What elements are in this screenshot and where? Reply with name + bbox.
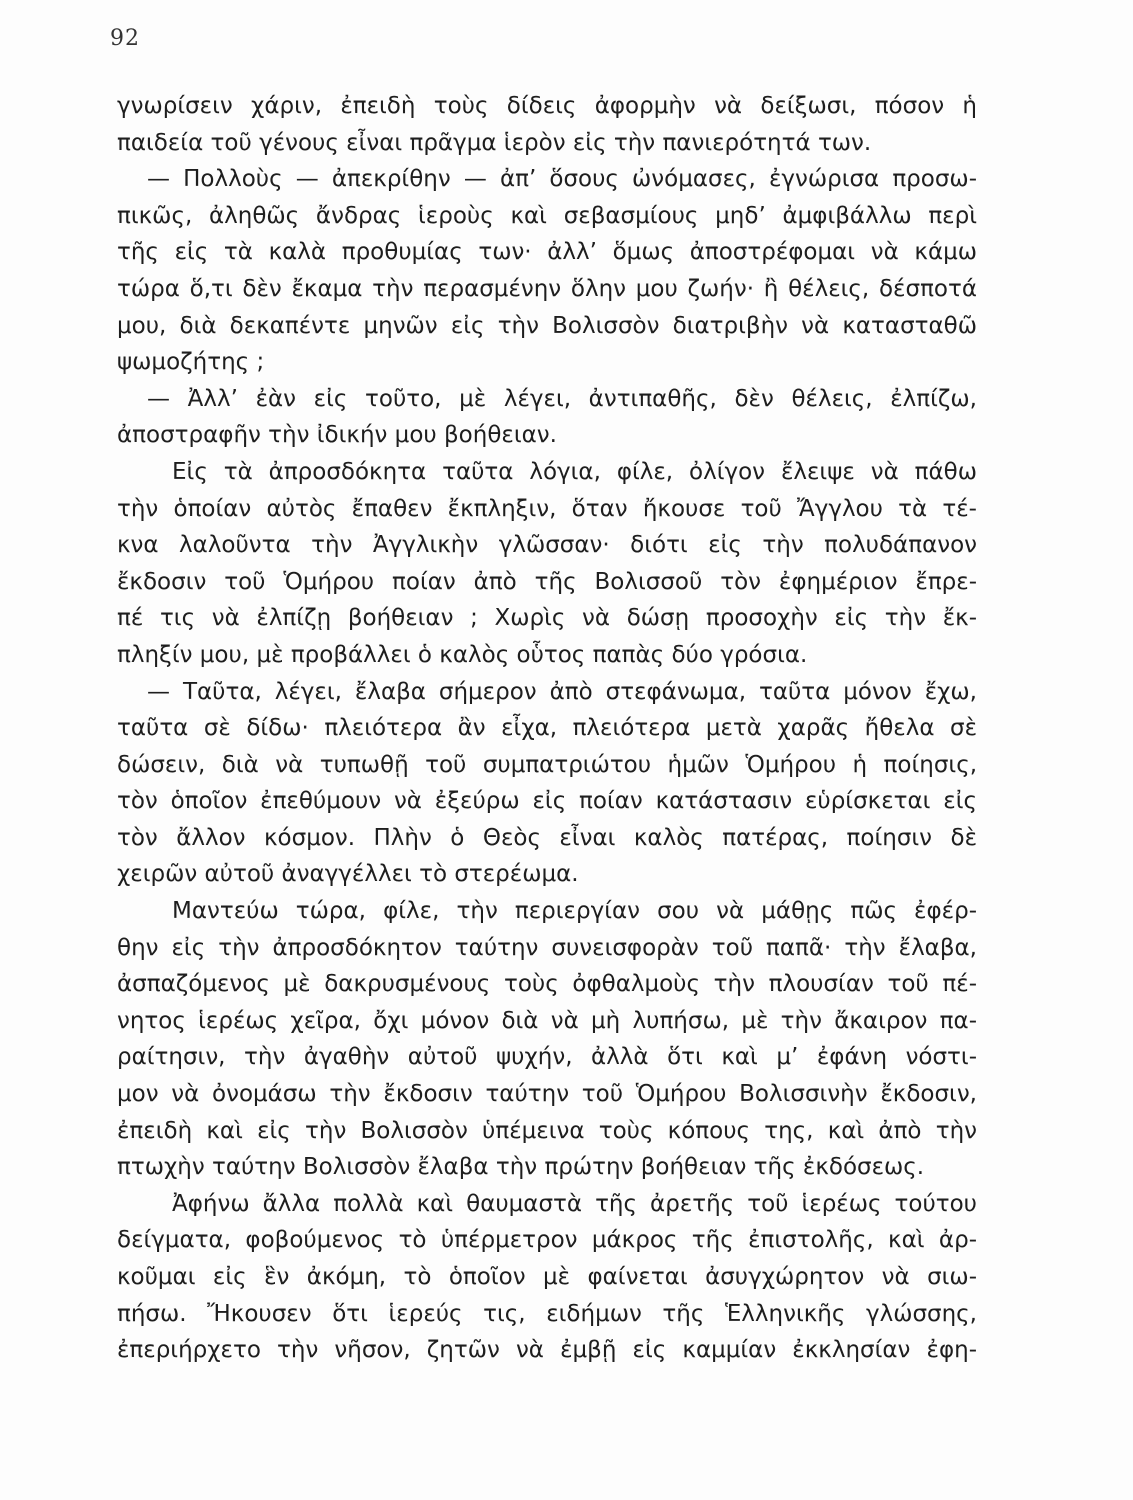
text-line: νητος ἱερέως χεῖρα, ὄχι μόνον διὰ νὰ μὴ λυπήσω, μὲ τὴν ἄκαιρον πα- [117, 1007, 977, 1034]
text-line: τὴν ὁποίαν αὐτὸς ἔπαθεν ἔκπληξιν, ὅταν ἤκουσε τοῦ Ἄγγλου τὰ τέ- [117, 495, 977, 522]
text-line: μον νὰ ὀνομάσω τὴν ἔκδοσιν ταύτην τοῦ Ὁμήρου Βολισσινὴν ἔκδοσιν, [117, 1081, 977, 1108]
text-line: Εἰς τὰ ἀπροσδόκητα ταῦτα λόγια, φίλε, ὀλίγον ἔλειψε νὰ πάθω [172, 458, 977, 485]
text-line: Μαντεύω τώρα, φίλε, τὴν περιεργίαν σου νὰ μάθῃς πῶς ἐφέρ- [172, 898, 977, 925]
text-line: κοῦμαι εἰς ἓν ἀκόμη, τὸ ὁποῖον μὲ φαίνεται ἀσυγχώρητον νὰ σιω- [117, 1264, 977, 1290]
text-line: πήσω. Ἤκουσεν ὅτι ἱερεύς τις, ειδήμων τῆς Ἑλληνικῆς γλώσσης, [117, 1300, 977, 1327]
text-line: δείγματα, φοβούμενος τὸ ὑπέρμετρον μάκρος τῆς ἐπιστολῆς, καὶ ἀρ- [117, 1227, 977, 1254]
text-line: παιδεία τοῦ γένους εἶναι πρᾶγμα ἱερὸν εἰς τὴν πανιερότητά των. [117, 129, 872, 156]
text-line: πικῶς, ἀληθῶς ἄνδρας ἱεροὺς καὶ σεβασμίους μηδ’ ἀμφιβάλλω περὶ [117, 202, 977, 229]
text-line: — Πολλοὺς — ἀπεκρίθην — ἀπ’ ὅσους ὠνόμασες, ἐγνώρισα προσω- [147, 166, 977, 193]
text-line: θην εἰς τὴν ἀπροσδόκητον ταύτην συνεισφορὰν τοῦ παπᾶ· τὴν ἔλαβα, [117, 934, 977, 961]
text-line: χειρῶν αὐτοῦ ἀναγγέλλει τὸ στερέωμα. [117, 861, 579, 888]
text-line: πτωχὴν ταύτην Βολισσὸν ἔλαβα τὴν πρώτην βοήθειαν τῆς ἐκδόσεως. [117, 1154, 925, 1181]
text-line: ἐπειδὴ καὶ εἰς τὴν Βολισσὸν ὑπέμεινα τοὺς κόπους της, καὶ ἀπὸ τὴν [117, 1117, 977, 1144]
text-line: τὸν ἄλλον κόσμον. Πλὴν ὁ Θεὸς εἶναι καλὸς πατέρας, ποίησιν δὲ [117, 824, 977, 851]
body-text [117, 88, 977, 1369]
text-line: πληξίν μου, μὲ προβάλλει ὁ καλὸς οὗτος παπὰς δύο γρόσια. [117, 641, 808, 668]
text-line: ἀποστραφῆν τὴν ἰδικήν μου βοήθειαν. [117, 422, 557, 449]
text-line: ραίτησιν, τὴν ἀγαθὴν αὐτοῦ ψυχήν, ἀλλὰ ὅτι καὶ μ’ ἐφάνη νόστι- [117, 1044, 977, 1071]
text-line: Ἀφήνω ἄλλα πολλὰ καὶ θαυμαστὰ τῆς ἀρετῆς τοῦ ἱερέως τούτου [172, 1190, 977, 1217]
text-line: τώρα ὅ,τι δὲν ἔκαμα τὴν περασμένην ὅλην μου ζωήν· ἢ θέλεις, δέσποτά [117, 275, 977, 302]
text-line: πέ τις νὰ ἐλπίζῃ βοήθειαν ; Χωρὶς νὰ δώσῃ προσοχὴν εἰς τὴν ἔκ- [117, 605, 977, 632]
text-line: μου, διὰ δεκαπέντε μηνῶν εἰς τὴν Βολισσὸν διατριβὴν νὰ κατασταθῶ [117, 312, 977, 339]
text-line: τὸν ὁποῖον ἐπεθύμουν νὰ ἐξεύρω εἰς ποίαν κατάστασιν εὑρίσκεται εἰς [117, 788, 977, 815]
text-line: ἐπεριήρχετο τὴν νῆσον, ζητῶν νὰ ἐμβῇ εἰς καμμίαν ἐκκλησίαν ἐφη- [117, 1337, 977, 1364]
text-line: ἀσπαζόμενος μὲ δακρυσμένους τοὺς ὀφθαλμοὺς τὴν πλουσίαν τοῦ πέ- [117, 971, 977, 998]
text-line: — Ταῦτα, λέγει, ἔλαβα σήμερον ἀπὸ στεφάνωμα, ταῦτα μόνον ἔχω, [147, 678, 977, 705]
text-line: κνα λαλοῦντα τὴν Ἀγγλικὴν γλῶσσαν· διότι εἰς τὴν πολυδάπανον [117, 532, 977, 559]
text-line: ταῦτα σὲ δίδω· πλειότερα ἂν εἶχα, πλειότερα μετὰ χαρᾶς ἤθελα σὲ [117, 715, 977, 742]
text-line: ψωμοζήτης ; [117, 349, 265, 376]
text-line: δώσειν, διὰ νὰ τυπωθῇ τοῦ συμπατριώτου ἡμῶν Ὁμήρου ἡ ποίησις, [117, 751, 977, 778]
text-line: ἔκδοσιν τοῦ Ὁμήρου ποίαν ἀπὸ τῆς Βολισσοῦ τὸν ἐφημέριον ἔπρε- [117, 568, 977, 595]
text-line: γνωρίσειν χάριν, ἐπειδὴ τοὺς δίδεις ἀφορμὴν νὰ δείξωσι, πόσον ἡ [117, 93, 977, 119]
text-line: τῆς εἰς τὰ καλὰ προθυμίας των· ἀλλ’ ὅμως ἀποστρέφομαι νὰ κάμω [117, 239, 977, 266]
text-line: — Ἀλλ’ ἐὰν εἰς τοῦτο, μὲ λέγει, ἀντιπαθῆς, δὲν θέλεις, ἐλπίζω, [147, 385, 977, 412]
page-number: 92 [110, 26, 140, 51]
